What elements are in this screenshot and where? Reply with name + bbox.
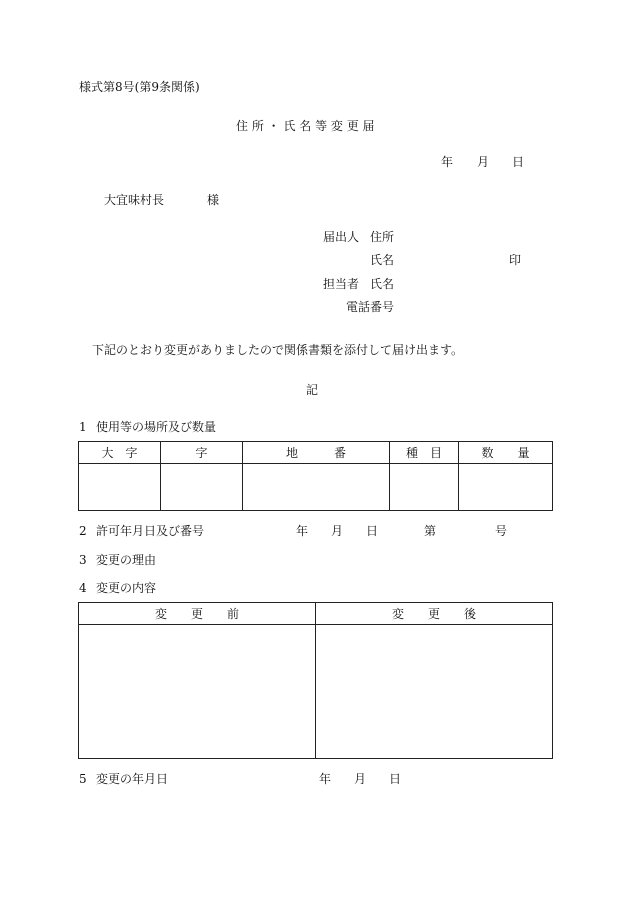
header-after-change: 変 更 後 (316, 603, 553, 625)
change-table-header-row (79, 603, 553, 625)
section-4-number: 4 (79, 581, 87, 595)
form-number: 様式第8号(第9条関係) (79, 80, 200, 94)
location-quantity-table (78, 441, 553, 511)
location-table-entry-row (79, 464, 553, 511)
change-day-label: 日 (389, 772, 402, 786)
contact-name-label: 氏名 (370, 277, 395, 291)
phone-label: 電話番号 (346, 300, 395, 314)
statement-text: 下記のとおり変更がありましたので関係書類を添付して届け出ます。 (92, 343, 464, 357)
date-year-label: 年 (441, 155, 454, 169)
contact-role: 担当者 (323, 277, 360, 291)
change-year-label: 年 (319, 772, 332, 786)
header-shumoku: 種 目 (390, 442, 459, 464)
location-table-header-row (79, 442, 553, 464)
change-month-label: 月 (354, 772, 367, 786)
header-chiban: 地 番 (243, 442, 390, 464)
section-3-number: 3 (79, 553, 87, 567)
permit-go-label: 号 (495, 524, 508, 538)
section-3-label: 変更の理由 (96, 553, 157, 567)
section-4-label: 変更の内容 (96, 581, 157, 595)
permit-year-label: 年 (296, 524, 309, 538)
header-before-change: 変 更 前 (79, 603, 316, 625)
cell-chiban[interactable] (243, 464, 390, 511)
permit-dai-label: 第 (424, 524, 437, 538)
addressee-honorific: 様 (207, 193, 220, 207)
section-2-label: 許可年月日及び番号 (96, 524, 205, 538)
section-5-number: 5 (79, 772, 87, 786)
cell-after-change[interactable] (316, 625, 553, 759)
change-table-entry-row (79, 625, 553, 759)
section-1-number: 1 (79, 420, 87, 434)
change-content-table (78, 602, 553, 759)
cell-shumoku[interactable] (390, 464, 459, 511)
cell-aza[interactable] (161, 464, 243, 511)
section-1-label: 使用等の場所及び数量 (96, 420, 217, 434)
seal-mark: 印 (509, 253, 522, 267)
section-2-number: 2 (79, 524, 87, 538)
permit-day-label: 日 (366, 524, 379, 538)
ki-heading: 記 (306, 383, 319, 397)
applicant-role: 届出人 (323, 230, 360, 244)
header-oaza: 大 字 (79, 442, 161, 464)
addressee-name: 大宜味村長 (104, 193, 165, 207)
header-suryo: 数 量 (459, 442, 553, 464)
form-title: 住 所 ・ 氏 名 等 変 更 届 (236, 119, 375, 133)
applicant-address-label: 住所 (370, 230, 395, 244)
cell-before-change[interactable] (79, 625, 316, 759)
section-5-label: 変更の年月日 (96, 772, 169, 786)
date-month-label: 月 (477, 155, 490, 169)
permit-month-label: 月 (331, 524, 344, 538)
header-aza: 字 (161, 442, 243, 464)
date-day-label: 日 (512, 155, 525, 169)
applicant-name-label: 氏名 (370, 253, 395, 267)
cell-suryo[interactable] (459, 464, 553, 511)
cell-oaza[interactable] (79, 464, 161, 511)
